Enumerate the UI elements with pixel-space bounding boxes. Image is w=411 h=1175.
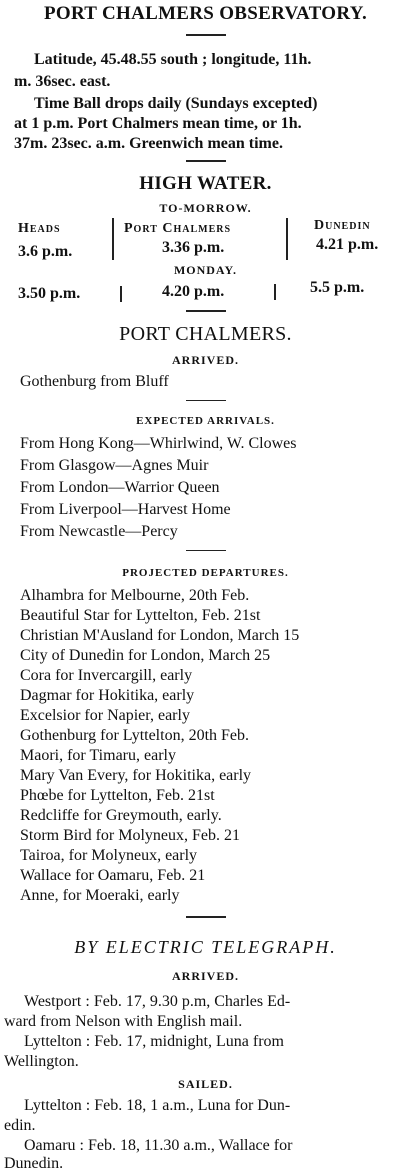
telegraph-sailed-line: Oamaru : Feb. 18, 11.30 a.m., Wallace for — [24, 1137, 293, 1154]
projected-departure: Alhambra for Melbourne, 20th Feb. — [20, 587, 250, 604]
divider — [186, 400, 226, 401]
projected-departure: Phœbe for Lyttelton, Feb. 21st — [20, 787, 215, 804]
column-dunedin: Dunedin — [314, 218, 371, 233]
projected-departure: Beautiful Star for Lyttelton, Feb. 21st — [20, 607, 261, 624]
monday-dunedin-time: 5.5 p.m. — [310, 279, 365, 296]
projected-departure: Gothenburg for Lyttelton, 20th Feb. — [20, 727, 250, 744]
projected-departure: Storm Bird for Molyneux, Feb. 21 — [20, 827, 240, 844]
projected-departure: Excelsior for Napier, early — [20, 707, 190, 724]
monday-label: MONDAY. — [173, 263, 238, 277]
projected-departure: Dagmar for Hokitika, early — [20, 687, 195, 704]
latitude-line-2: m. 36sec. east. — [14, 73, 111, 90]
telegraph-arrived-line: Westport : Feb. 17, 9.30 p.m, Charles Ed- — [24, 993, 291, 1010]
expected-arrival: From Hong Kong—Whirlwind, W. Clowes — [20, 435, 297, 452]
latitude-line-1: Latitude, 45.48.55 south ; longitude, 11h. — [34, 51, 312, 68]
tomorrow-label: TO-MORROW. — [159, 201, 252, 215]
telegraph-sailed-label: SAILED. — [178, 1077, 233, 1091]
tomorrow-dunedin-time: 4.21 p.m. — [316, 236, 379, 253]
telegraph-sailed-line: Lyttelton : Feb. 18, 1 a.m., Luna for Dun- — [24, 1097, 291, 1114]
projected-departures-label: PROJECTED DEPARTURES. — [122, 567, 289, 579]
arrived-label: ARRIVED. — [171, 353, 239, 367]
telegraph-sailed-line: edin. — [4, 1117, 36, 1134]
telegraph-arrived-label: ARRIVED. — [171, 969, 239, 983]
projected-departure: City of Dunedin for London, March 25 — [20, 647, 271, 664]
tomorrow-port-chalmers-time: 3.36 p.m. — [162, 239, 225, 256]
tomorrow-heads-time: 3.6 p.m. — [18, 243, 73, 260]
column-divider — [120, 286, 122, 302]
divider — [186, 34, 226, 36]
projected-departure: Mary Van Every, for Hokitika, early — [20, 767, 252, 784]
telegraph-arrived-line: Wellington. — [4, 1053, 79, 1070]
divider — [186, 916, 226, 918]
monday-port-chalmers-time: 4.20 p.m. — [162, 283, 225, 300]
projected-departure: Christian M'Ausland for London, March 15 — [20, 627, 300, 644]
expected-arrival: From Glasgow—Agnes Muir — [20, 457, 209, 474]
monday-heads-time: 3.50 p.m. — [18, 285, 81, 302]
projected-departure: Anne, for Moeraki, early — [20, 887, 180, 904]
column-divider — [286, 218, 288, 260]
high-water-title: HIGH WATER. — [139, 173, 272, 194]
time-ball-line-1: Time Ball drops daily (Sundays excepted) — [34, 95, 318, 112]
projected-departure: Wallace for Oamaru, Feb. 21 — [20, 867, 206, 884]
time-ball-line-2: at 1 p.m. Port Chalmers mean time, or 1h. — [14, 115, 302, 132]
column-divider — [274, 284, 276, 300]
column-divider — [112, 218, 114, 260]
port-chalmers-title: PORT CHALMERS. — [119, 323, 292, 345]
observatory-title: PORT CHALMERS OBSERVATORY. — [43, 3, 368, 24]
expected-arrival: From Newcastle—Percy — [20, 523, 178, 540]
expected-arrivals-label: EXPECTED ARRIVALS. — [136, 415, 275, 427]
column-heads: Heads — [18, 221, 61, 236]
telegraph-title: BY ELECTRIC TELEGRAPH. — [74, 937, 337, 957]
projected-departure: Cora for Invercargill, early — [20, 667, 193, 684]
telegraph-arrived-line: Lyttelton : Feb. 17, midnight, Luna from — [24, 1033, 284, 1050]
projected-departure: Maori, for Timaru, early — [20, 747, 176, 764]
expected-arrival: From Liverpool—Harvest Home — [20, 501, 231, 518]
expected-arrival: From London—Warrior Queen — [20, 479, 220, 496]
arrived-item: Gothenburg from Bluff — [20, 373, 169, 390]
divider — [186, 160, 226, 162]
projected-departure: Redcliffe for Greymouth, early. — [20, 807, 222, 824]
time-ball-line-3: 37m. 23sec. a.m. Greenwich mean time. — [14, 135, 283, 152]
projected-departure: Tairoa, for Molyneux, early — [20, 847, 198, 864]
column-port-chalmers: Port Chalmers — [124, 221, 232, 236]
telegraph-sailed-line: Dunedin. — [4, 1155, 64, 1172]
divider — [186, 310, 226, 312]
divider — [186, 550, 226, 551]
telegraph-arrived-line: ward from Nelson with English mail. — [4, 1013, 243, 1030]
